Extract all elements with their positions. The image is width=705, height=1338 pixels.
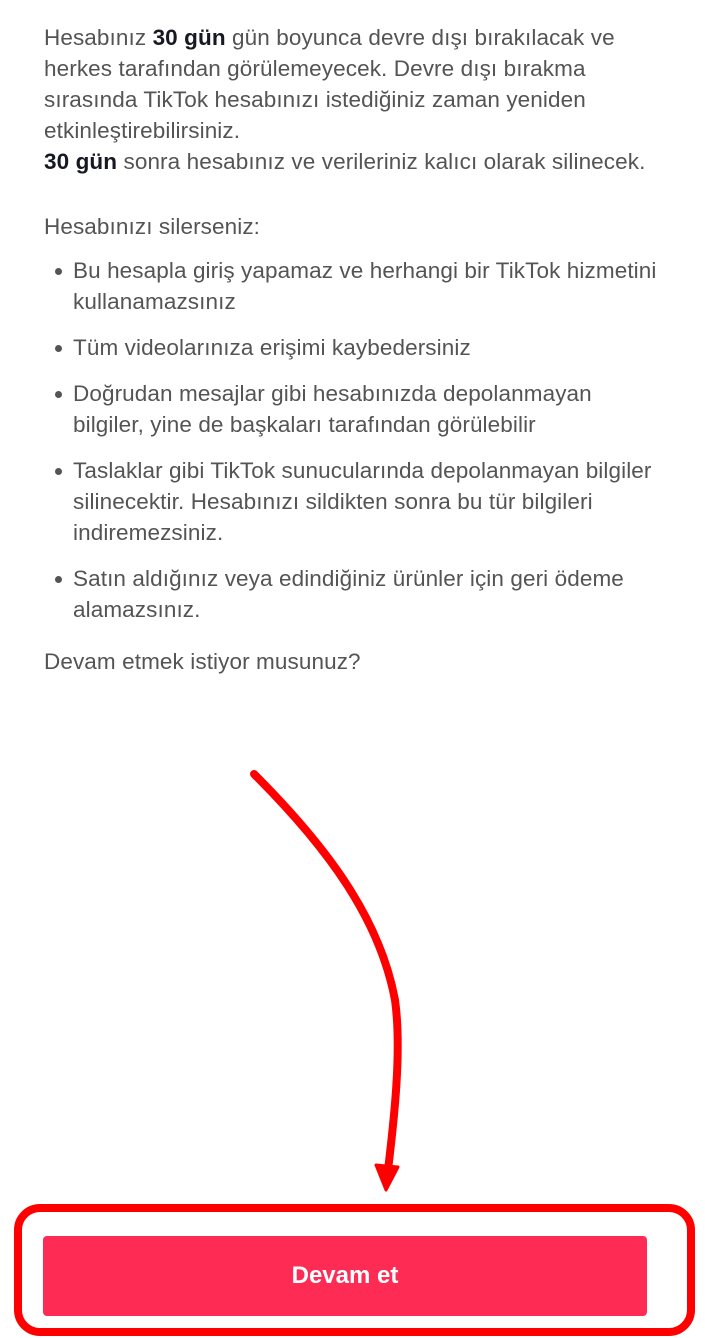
list-item: [44, 378, 664, 440]
list-item-text: Satın aldığınız veya edindiğiniz ürünler için geri ödeme alamazsınız.: [73, 566, 624, 622]
consequences-list: [44, 255, 664, 625]
bullet-icon: [55, 576, 62, 583]
list-item-text: Tüm videolarınıza erişimi kaybedersiniz: [73, 335, 471, 360]
list-item-text: Taslaklar gibi TikTok sunucularında depolanmayan bilgiler silinecektir. Hesabınızı sildikten sonra bu tür bilgileri indiremezsiniz.: [73, 458, 652, 545]
continue-button[interactable]: Devam et: [43, 1236, 647, 1316]
deletion-text-suffix: sonra hesabınız ve verileriniz kalıcı olarak silinecek.: [117, 149, 646, 174]
deactivation-text-suffix: gün boyunca devre dışı bırakılacak ve herkes tarafından görülemeyecek. Devre dışı bırakma sırasında TikTok hesabınızı istediğiniz zaman yeniden etkinleştirebilirsiniz.: [44, 25, 615, 143]
list-item: [44, 455, 664, 548]
bullet-icon: [55, 345, 62, 352]
deactivation-days-bold: 30 gün: [152, 25, 226, 50]
bullet-icon: [55, 468, 62, 475]
bullet-icon: [55, 268, 62, 275]
list-item: [44, 563, 664, 625]
list-item-text: Doğrudan mesajlar gibi hesabınızda depolanmayan bilgiler, yine de başkaları tarafından görülebilir: [73, 381, 592, 437]
deletion-days-bold: 30 gün: [44, 149, 118, 174]
bullet-icon: [55, 391, 62, 398]
account-deletion-info: [44, 22, 664, 677]
consequences-label: Hesabınızı silerseniz:: [44, 214, 261, 239]
list-item: [44, 255, 664, 317]
permanent-deletion-paragraph: [44, 146, 664, 177]
deactivation-text-prefix: Hesabınız: [44, 25, 153, 50]
list-item: [44, 332, 664, 363]
list-item-text: Bu hesapla giriş yapamaz ve herhangi bir TikTok hizmetini kullanamazsınız: [73, 258, 657, 314]
confirmation-question: Devam etmek istiyor musunuz?: [44, 649, 361, 674]
deactivation-paragraph: [44, 22, 664, 146]
